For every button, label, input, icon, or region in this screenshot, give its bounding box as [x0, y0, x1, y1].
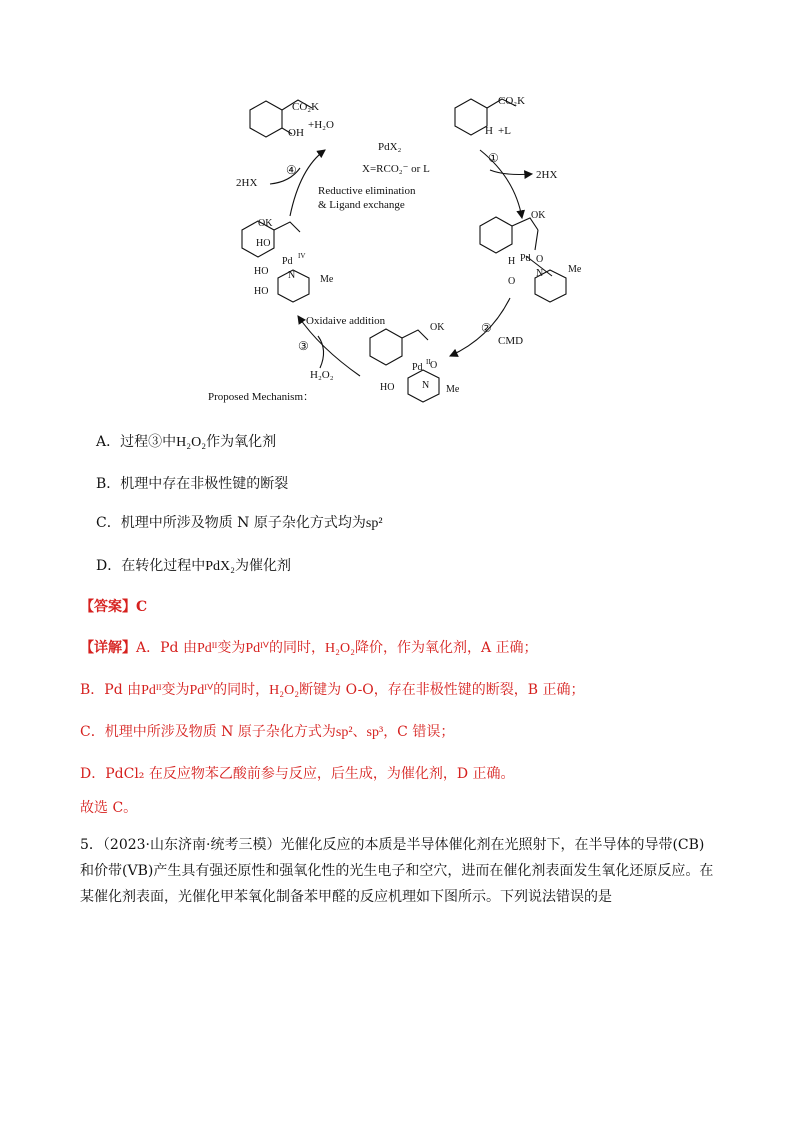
start-co2k: CO₂K — [498, 95, 526, 107]
mechanism-diagram — [150, 78, 630, 418]
option-b: B．机理中存在非极性键的断裂 — [96, 476, 289, 492]
product-co2k: CO₂K — [292, 101, 320, 113]
option-c-prefix: C．机理中所涉及物质 N 原子杂化方式均为 — [96, 515, 366, 531]
detail-a-pd4: Pdᴵⱽ — [245, 641, 269, 656]
option-a — [96, 432, 276, 453]
detail-b-chem: H₂O₂ — [269, 683, 300, 698]
step2-label: ② — [481, 321, 492, 335]
benzene-complex-bottom — [370, 329, 402, 365]
detail-a-text1: A．Pd 由 — [136, 640, 197, 656]
detail-c-sp2: sp² — [335, 725, 353, 740]
arrow-hx-right — [490, 170, 532, 175]
right-o2: O — [508, 276, 516, 287]
arrow-step2 — [450, 298, 510, 356]
detail-c-text2: ，C 错误； — [383, 724, 455, 740]
step3-label: ③ — [298, 339, 309, 353]
left-ho1: HO — [256, 238, 271, 249]
start-l: +L — [498, 125, 511, 137]
detail-a-text3: 的同时， — [268, 640, 325, 656]
detail-b-text1: B．Pd 由 — [80, 682, 142, 698]
benzene-product — [250, 101, 282, 137]
detail-a-pd2: Pdᴵᴵ — [196, 641, 218, 656]
option-c-chem: sp² — [365, 516, 383, 531]
right-me: Me — [568, 264, 582, 275]
option-d-prefix: D．在转化过程中 — [96, 558, 206, 574]
bottom-o: O — [430, 360, 438, 371]
right-o: O — [536, 254, 544, 265]
h2o2-label: H₂O₂ — [310, 369, 334, 381]
detail-c-sep: 、 — [352, 724, 367, 740]
option-d — [96, 556, 291, 577]
hx-left-label: 2HX — [236, 177, 258, 189]
detail-b-text3: 的同时， — [213, 682, 270, 698]
mechanism-figure — [150, 78, 630, 418]
detail-line-d: D．PdCl₂ 在反应物苯乙酸前参与反应，后生成，为催化剂，D 正确。 — [80, 766, 515, 782]
right-n: N — [536, 268, 544, 279]
right-pd: Pd — [520, 253, 531, 264]
start-h: H — [485, 125, 493, 137]
bottom-ok: OK — [430, 322, 445, 333]
left-n: N — [288, 270, 296, 281]
step1-label: ① — [488, 151, 499, 165]
bottom-ho: HO — [380, 382, 395, 393]
left-ho3: HO — [254, 286, 269, 297]
detail-line-a — [80, 638, 538, 659]
detail-line-c — [80, 722, 454, 743]
option-d-suffix: 为催化剂 — [235, 558, 292, 574]
option-d-chem: PdX₂ — [205, 559, 236, 574]
option-a-prefix: A．过程③中 — [96, 434, 177, 450]
option-c — [96, 513, 383, 534]
product-oh: OH — [288, 127, 304, 139]
right-ok: OK — [531, 210, 546, 221]
bottom-pd-ii: II — [426, 358, 431, 366]
arrow-step1 — [480, 150, 522, 218]
detail-b-text4: 断键为 O-O，存在非极性键的断裂，B 正确； — [299, 682, 585, 698]
catalyst-definition: X=RCO₂⁻ or L — [362, 163, 430, 175]
question-5-source: （2023·山东济南·统考三模） — [102, 837, 281, 853]
ligand-label: & Ligand exchange — [318, 199, 405, 211]
step4-label: ④ — [286, 163, 297, 177]
detail-a-text2: 变为 — [217, 640, 246, 656]
left-me: Me — [320, 274, 334, 285]
detail-c-sp3: sp³ — [366, 725, 384, 740]
option-a-suffix: 作为氧化剂 — [206, 434, 277, 450]
detail-conclusion: 故选 C。 — [80, 800, 138, 816]
detail-b-pd2: Pdᴵᴵ — [141, 683, 162, 698]
right-h: H — [508, 256, 516, 267]
detail-b-pd4: Pdᴵⱽ — [189, 683, 214, 698]
benzene-complex-right — [480, 217, 512, 253]
bottom-n: N — [422, 380, 430, 391]
left-pd-iv: IV — [298, 252, 306, 260]
answer-line: 【答案】C — [80, 599, 148, 615]
bottom-me: Me — [446, 384, 460, 395]
product-water: +H₂O — [308, 119, 334, 131]
cmd-label: CMD — [498, 335, 524, 347]
detail-b-text2: 变为 — [161, 682, 190, 698]
oxidative-label: Oxidaive addition — [306, 315, 386, 327]
detail-line-b — [80, 680, 585, 701]
left-pd: Pd — [282, 256, 293, 267]
question-5-text: 光催化反应的本质是半导体催化剂在光照射下，在半导体的导带(CB)和价带(VB)产生具有强还原性和强氧化性的光生电子和空穴，进而在催化剂表面发生氧化还原反应。在某催化剂表面，光催化甲苯氧化制备苯甲醛的反应机理如下图所示。下列说法错误的是 — [80, 837, 714, 905]
detail-c-text1: C．机理中所涉及物质 N 原子杂化方式为 — [80, 724, 336, 740]
catalyst-label: PdX₂ — [378, 141, 402, 153]
detail-label: 【详解】 — [80, 640, 136, 656]
detail-a-text4: 降价，作为氧化剂，A 正确； — [354, 640, 538, 656]
hx-right-label: 2HX — [536, 169, 558, 181]
benzene-start — [455, 99, 487, 135]
question-5-number: 5． — [80, 837, 103, 853]
reductive-label: Reductive elimination — [318, 185, 416, 197]
left-ok: OK — [258, 218, 273, 229]
option-a-chem: H₂O₂ — [176, 435, 207, 450]
detail-a-chem: H₂O₂ — [324, 641, 355, 656]
question-5 — [80, 832, 716, 910]
proposed-mechanism: Proposed Mechanism： — [208, 391, 315, 403]
left-ho2: HO — [254, 266, 269, 277]
bottom-pd: Pd — [412, 362, 423, 373]
